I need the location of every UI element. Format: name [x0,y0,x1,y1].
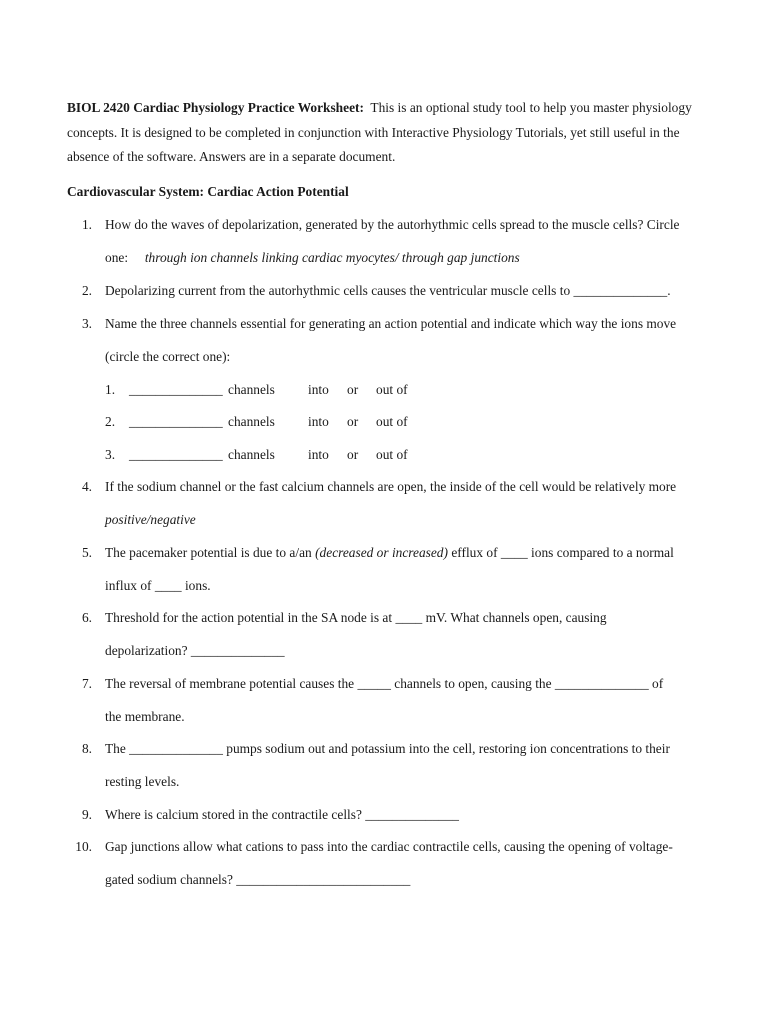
option-into: into [308,414,329,429]
question-4-choices: positive/negative [105,512,196,527]
question-5-part-a: The pacemaker potential is due to a/an [105,545,312,560]
section-title: Cardiovascular System: Cardiac Action Potential [67,184,349,199]
question-number: 4. [81,479,92,494]
option-out-of: out of [376,447,408,462]
question-1-choices [105,248,520,268]
option-or: or [347,447,359,462]
channel-item-number: 1. [105,382,116,397]
intro-paragraph [67,96,707,170]
channel-word: channels [228,414,275,429]
circle-choices: through ion channels linking cardiac myocytes/ through gap junctions [144,250,520,265]
question-number: 3. [81,316,92,331]
question-6-text: Threshold for the action potential in the SA node is at ____ mV. What channels open, causing [105,610,607,625]
option-out-of: out of [376,414,408,429]
question-number: 5. [81,545,92,560]
question-6-text-2: depolarization? ______________ [105,643,285,658]
channel-word: channels [228,447,275,462]
question-7-text-2: the membrane. [105,709,185,724]
question-number: 6. [81,610,92,625]
question-1-text: How do the waves of depolarization, generated by the autorhythmic cells spread to the muscle cells? Circle [105,217,680,232]
question-5-text [105,543,674,563]
question-5-part-c: efflux of ____ ions compared to a normal [451,545,674,560]
channel-blank: ______________ [129,414,223,429]
option-out-of: out of [376,382,408,397]
channel-blank: ______________ [129,447,223,462]
question-5-text-2: influx of ____ ions. [105,578,211,593]
question-number: 8. [81,741,92,756]
question-number: 1. [81,217,92,232]
option-into: into [308,447,329,462]
question-3-text: Name the three channels essential for generating an action potential and indicate which way the ions move [105,316,677,331]
channel-item-number: 2. [105,414,116,429]
question-5-choices: (decreased or increased) [315,545,448,560]
question-number: 2. [81,283,92,298]
question-4-text: If the sodium channel or the fast calcium channels are open, the inside of the cell would be relatively more [105,479,677,494]
channel-blank: ______________ [129,382,223,397]
option-or: or [347,414,359,429]
question-8-text: The ______________ pumps sodium out and potassium into the cell, restoring ion concentrations to their [105,741,670,756]
option-into: into [308,382,329,397]
question-8-text-2: resting levels. [105,774,180,789]
question-number: 7. [81,676,92,691]
question-10-text: Gap junctions allow what cations to pass into the cardiac contractile cells, causing the opening of voltage- [105,839,673,854]
intro-text: This is an optional study tool to help you master physiology concepts. It is designed to be completed in conjunction with Interactive Physiology Tutorials, yet still useful in the absence of the software. Answers are in a separate document. [67,100,692,164]
question-7-text: The reversal of membrane potential causes the _____ channels to open, causing the ______________ of [105,676,664,691]
option-or: or [347,382,359,397]
channel-item-number: 3. [105,447,116,462]
question-10-text-2: gated sodium channels? __________________________ [105,872,411,887]
question-9-text: Where is calcium stored in the contractile cells? ______________ [105,807,459,822]
choice-label: one: [105,250,129,265]
question-2-text: Depolarizing current from the autorhythmic cells causes the ventricular muscle cells to ______________. [105,283,671,298]
question-number: 9. [81,807,92,822]
worksheet-title: BIOL 2420 Cardiac Physiology Practice Worksheet: [67,100,364,115]
channel-word: channels [228,382,275,397]
question-number: 10. [75,839,92,854]
question-3-instruction: (circle the correct one): [105,349,231,364]
